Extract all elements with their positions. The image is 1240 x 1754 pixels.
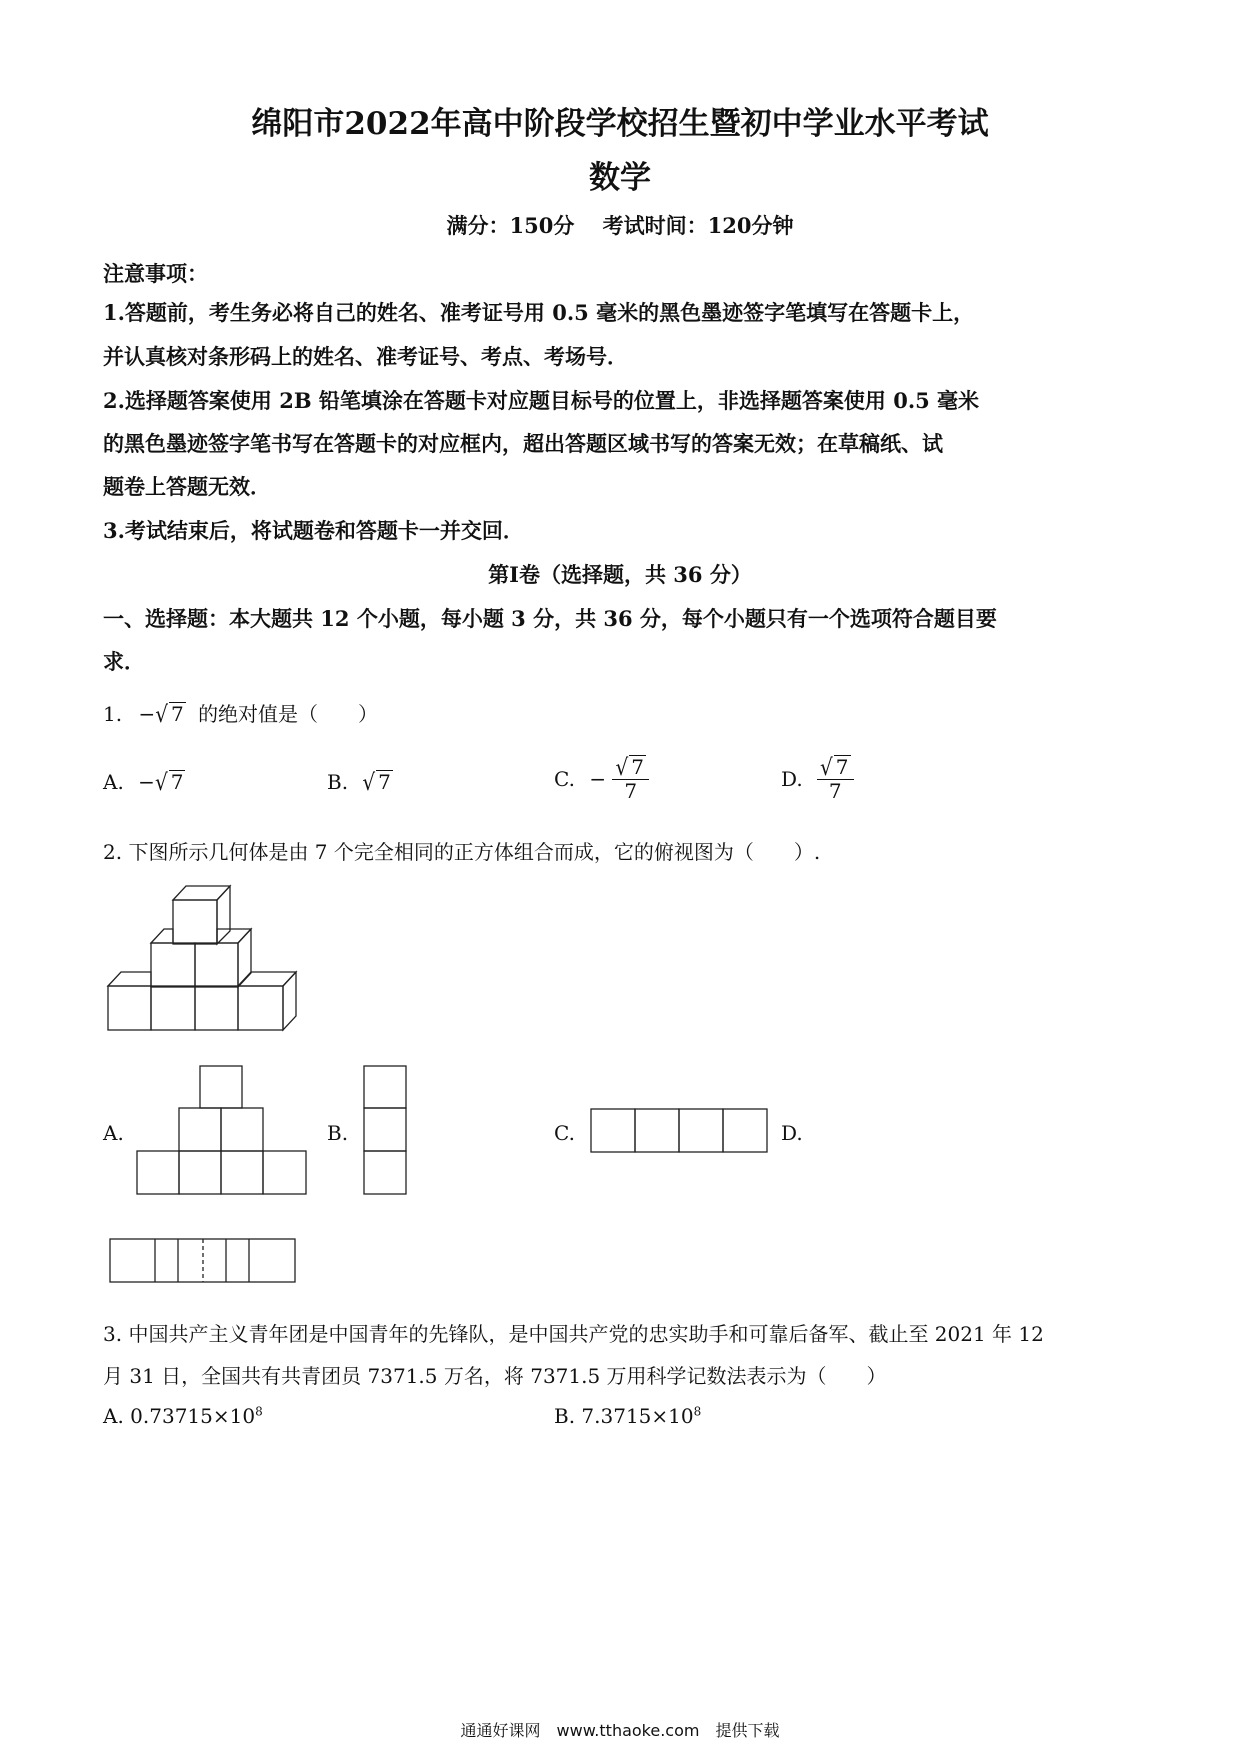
q2-option-d-label: D. <box>781 1121 803 1145</box>
section-instructions-cont: 求． <box>103 649 145 674</box>
section-heading: 第Ⅰ卷（选择题，共 36 分） <box>488 562 752 587</box>
grid-square <box>591 1109 635 1152</box>
cube-face <box>238 986 283 1030</box>
grid-square <box>179 1151 221 1194</box>
denominator: 7 <box>828 779 842 803</box>
cube-face <box>283 972 296 1030</box>
question-1-stem <box>103 698 378 727</box>
q3-option-a <box>103 1404 263 1428</box>
notice-heading: 注意事项： <box>103 261 208 286</box>
grid-square <box>364 1066 406 1108</box>
radical-icon: √ <box>155 700 168 728</box>
radical-icon: √ <box>154 768 168 796</box>
radical-icon: √ <box>820 753 833 781</box>
grid-square <box>364 1151 406 1194</box>
option-label: A. <box>103 1404 124 1428</box>
exam-title: 绵阳市2022年高中阶段学校招生暨初中学业水平考试 <box>251 106 989 142</box>
option-value: 0.73715×10 <box>130 1404 256 1428</box>
q1-option-a <box>103 770 185 794</box>
grid-square <box>137 1151 179 1194</box>
section-instructions: 一、选择题：本大题共 12 个小题，每小题 3 分，共 36 分，每个小题只有一个选项符合题目要 <box>103 606 997 631</box>
fraction <box>612 755 648 803</box>
grid-square <box>635 1109 679 1152</box>
notice-line: 的黑色墨迹签字笔书写在答题卡的对应框内，超出答题区域书写的答案无效；在草稿纸、试 <box>103 431 943 456</box>
question-2-stem: 2. 下图所示几何体是由 7 个完全相同的正方体组合而成，它的俯视图为（ ）. <box>103 840 821 864</box>
grid-square <box>679 1109 723 1152</box>
cube-face <box>195 943 238 987</box>
q2-option-d-figure <box>108 1237 298 1285</box>
cube-face <box>151 943 195 987</box>
option-label: D. <box>781 767 803 791</box>
notice-line: 1.答题前，考生务必将自己的姓名、准考证号用 0.5 毫米的黑色墨迹签字笔填写在答题卡上， <box>103 300 975 325</box>
minus-sign: − <box>589 767 607 791</box>
cube-face <box>195 986 238 1030</box>
q2-option-a-label: A. <box>103 1121 124 1145</box>
question-3-stem: 3. 中国共产主义青年团是中国青年的先锋队，是中国共产党的忠实助手和可靠后备军、截止至 2021 年 12 <box>103 1322 1044 1346</box>
cube-face <box>217 886 230 944</box>
radicand: 7 <box>170 770 184 794</box>
option-label: A. <box>103 770 124 794</box>
radicand: 7 <box>835 755 849 779</box>
minus-sign: − <box>138 702 156 726</box>
q2-option-c-label: C. <box>554 1121 575 1145</box>
question-number: 1. <box>103 702 123 726</box>
cube-face <box>238 972 296 986</box>
exponent: 8 <box>693 1404 702 1419</box>
radicand: 7 <box>170 702 184 726</box>
q1-option-b <box>327 770 393 794</box>
q2-option-a-figure <box>135 1064 310 1196</box>
cube-face <box>173 886 230 900</box>
grid-square <box>723 1109 767 1152</box>
option-label: C. <box>554 767 575 791</box>
cube-face <box>217 929 251 943</box>
grid-square <box>200 1066 242 1108</box>
radical-icon: √ <box>615 753 629 781</box>
option-label: B. <box>327 770 349 794</box>
grid-square <box>263 1151 306 1194</box>
subject-title: 数学 <box>589 160 651 196</box>
q2-option-b-figure <box>362 1064 410 1196</box>
exponent: 8 <box>255 1404 263 1419</box>
option-label: B. <box>554 1404 576 1428</box>
q3-option-b <box>554 1404 701 1428</box>
option-value: 7.3715×10 <box>581 1404 694 1428</box>
cube-face <box>108 972 151 986</box>
cube-solid-figure <box>100 880 310 1040</box>
grid-square <box>221 1151 263 1194</box>
question-text: 的绝对值是（ ） <box>198 702 379 726</box>
grid-square <box>179 1108 221 1151</box>
radicand: 7 <box>631 755 644 779</box>
q1-option-d <box>781 755 854 803</box>
fraction <box>817 755 853 803</box>
denominator: 7 <box>624 779 638 803</box>
notice-line: 并认真核对条形码上的姓名、准考证号、考点、考场号． <box>103 344 628 369</box>
minus-sign: − <box>138 770 155 794</box>
cube-face <box>151 929 173 943</box>
q1-option-c <box>554 755 649 803</box>
notice-line: 题卷上答题无效． <box>103 474 271 499</box>
grid-square <box>364 1108 406 1151</box>
cube-face <box>108 986 151 1030</box>
cube-face <box>151 986 195 1030</box>
notice-line: 2.选择题答案使用 2B 铅笔填涂在答题卡对应题目标号的位置上，非选择题答案使用 0.5 毫米 <box>103 388 980 413</box>
exam-meta: 满分：150分 考试时间：120分钟 <box>446 213 794 238</box>
radicand: 7 <box>378 770 391 794</box>
notice-line: 3.考试结束后，将试题卷和答题卡一并交回． <box>103 518 524 543</box>
q2-option-b-label: B. <box>327 1121 349 1145</box>
footer-source: 通通好课网 www.tthaoke.com 提供下载 <box>460 1721 780 1740</box>
radical-icon: √ <box>362 768 376 796</box>
cube-face <box>173 900 217 944</box>
q2-option-c-figure <box>589 1107 771 1155</box>
grid-square <box>221 1108 263 1151</box>
question-3-stem-cont: 月 31 日，全国共有共青团员 7371.5 万名，将 7371.5 万用科学记数法表示为（ ） <box>103 1364 887 1388</box>
